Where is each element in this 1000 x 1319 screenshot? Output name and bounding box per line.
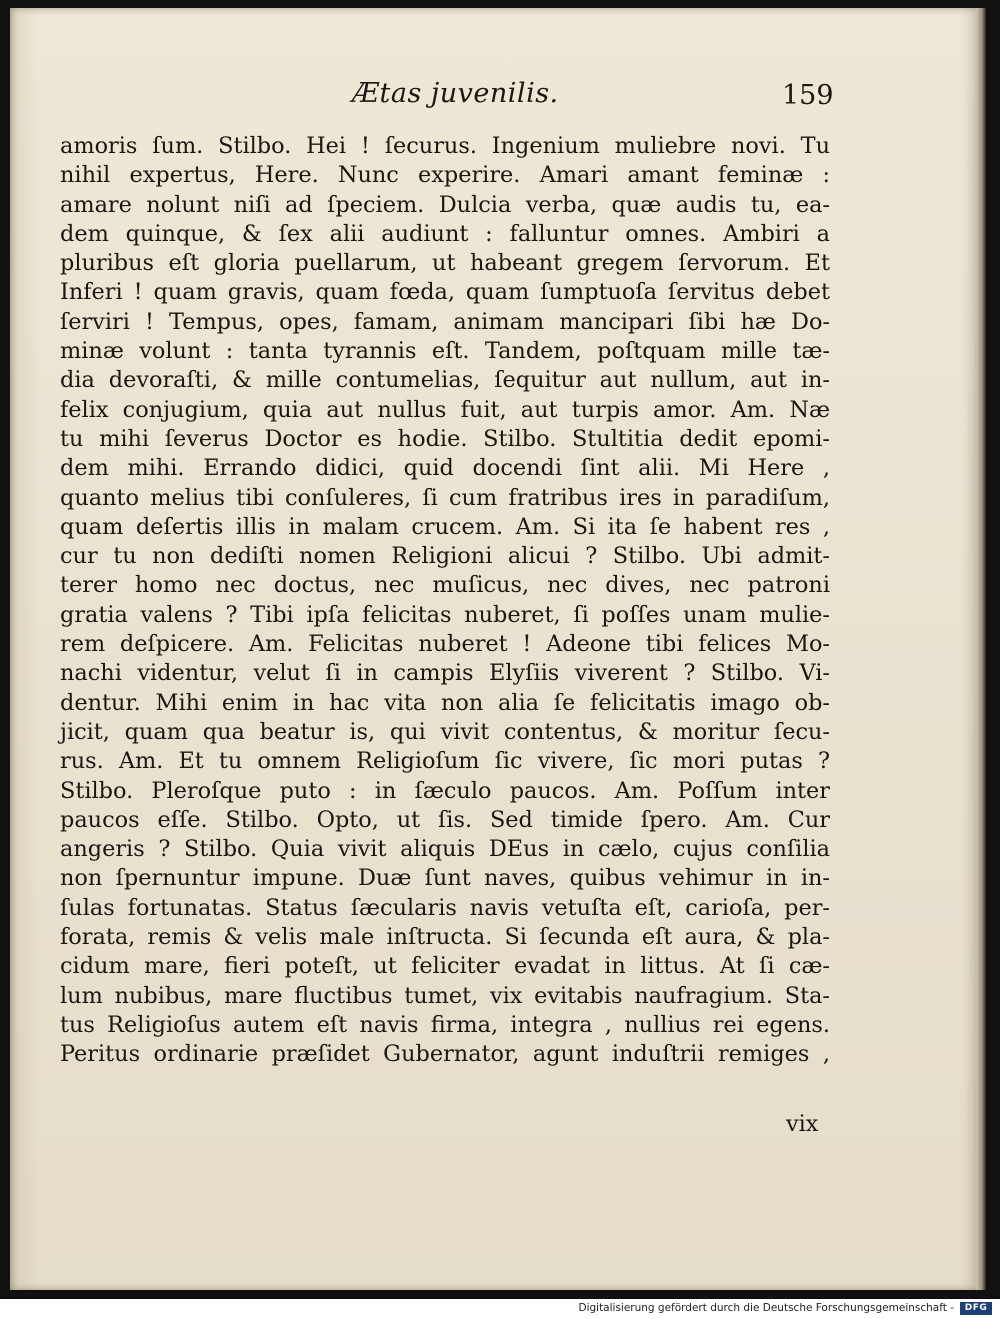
text-line: Inferi ! quam gravis, quam fœda, quam ſumptuoſa ſervitus debet: [60, 279, 830, 306]
text-line: quam deſertis illis in malam crucem. Am. Si ita ſe habent res ,: [60, 513, 830, 540]
text-line: Stilbo. Pleroſque puto : in ſæculo paucos. Am. Poſſum inter: [60, 777, 830, 804]
running-title: Ætas juvenilis.: [352, 78, 559, 109]
dfg-logo: DFG: [960, 1302, 992, 1315]
text-line: ſerviri ! Tempus, opes, famam, animam mancipari ſibi hæ Do-: [60, 308, 830, 335]
text-line: amare nolunt niſi ad ſpeciem. Dulcia verba, quæ audis tu, ea-: [60, 191, 830, 218]
footer-bar: [0, 1299, 1000, 1319]
text-line: nihil expertus, Here. Nunc experire. Amari amant feminæ :: [60, 162, 830, 189]
text-line: amoris ſum. Stilbo. Hei ! ſecurus. Ingenium muliebre novi. Tu: [60, 133, 830, 159]
text-line: lum nubibus, mare fluctibus tumet, vix evitabis naufragium. Sta-: [60, 982, 830, 1009]
text-line: tus Religioſus autem eſt navis firma, integra , nullius rei egens.: [60, 1011, 830, 1038]
footer-credit: Digitalisierung gefördert durch die Deutsche Forschungsgemeinschaft -: [578, 1302, 954, 1314]
page-edge: [976, 8, 986, 1290]
text-line: cur tu non dediſti nomen Religioni alicui ? Stilbo. Ubi admit-: [60, 543, 830, 570]
text-line: forata, remis & velis male inſtructa. Si ſecunda eſt aura, & pla-: [60, 924, 830, 951]
text-line: non ſpernuntur impune. Duæ ſunt naves, quibus vehimur in in-: [60, 865, 830, 892]
text-line: dem quinque, & ſex alii audiunt : falluntur omnes. Ambiri a: [60, 220, 830, 247]
text-line: angeris ? Stilbo. Quia vivit aliquis DEus in cælo, cujus conſilia: [60, 836, 830, 863]
text-line: gratia valens ? Tibi ipſa felicitas nuberet, ſi poſſes unam mulie-: [60, 601, 830, 628]
body-text: [60, 132, 830, 1070]
text-line: ſulas fortunatas. Status ſæcularis navis vetuſta eſt, carioſa, per-: [60, 894, 830, 921]
catchword: vix: [786, 1111, 819, 1137]
text-line: terer homo nec doctus, nec muſicus, nec dives, nec patroni: [60, 572, 830, 599]
page-number: 159: [782, 80, 834, 111]
text-line: rus. Am. Et tu omnem Religioſum ſic vivere, ſic mori putas ?: [60, 748, 830, 775]
text-line: felix conjugium, quia aut nullus fuit, aut turpis amor. Am. Næ: [60, 396, 830, 423]
text-line: nachi videntur, velut ſi in campis Elyſiis viverent ? Stilbo. Vi-: [60, 660, 830, 687]
text-line: tu mihi ſeverus Doctor es hodie. Stilbo. Stultitia dedit epomi-: [60, 425, 830, 452]
text-line: Peritus ordinarie præſidet Gubernator, agunt induſtrii remiges ,: [60, 1041, 830, 1068]
text-line: dia devoraſti, & mille contumelias, ſequitur aut nullum, aut in-: [60, 367, 830, 394]
text-line: dem mihi. Errando didici, quid docendi ſint alii. Mi Here ,: [60, 455, 830, 482]
text-line: dentur. Mihi enim in hac vita non alia ſe felicitatis imago ob-: [60, 689, 830, 716]
text-line: quanto melius tibi conſuleres, ſi cum fratribus ires in paradiſum,: [60, 484, 830, 511]
text-line: minæ volunt : tanta tyrannis eſt. Tandem, poſtquam mille tæ-: [60, 338, 830, 365]
text-line: rem deſpicere. Am. Felicitas nuberet ! Adeone tibi felices Mo-: [60, 631, 830, 658]
text-line: pluribus eſt gloria puellarum, ut habeant gregem ſervorum. Et: [60, 250, 830, 277]
text-line: cidum mare, fieri poteſt, ut feliciter evadat in littus. At ſi cæ-: [60, 953, 830, 980]
page-header: [0, 78, 1000, 118]
text-line: paucos eſſe. Stilbo. Opto, ut ſis. Sed timide ſpero. Am. Cur: [60, 806, 830, 833]
text-line: jicit, quam qua beatur is, qui vivit contentus, & moritur ſecu-: [60, 718, 830, 745]
